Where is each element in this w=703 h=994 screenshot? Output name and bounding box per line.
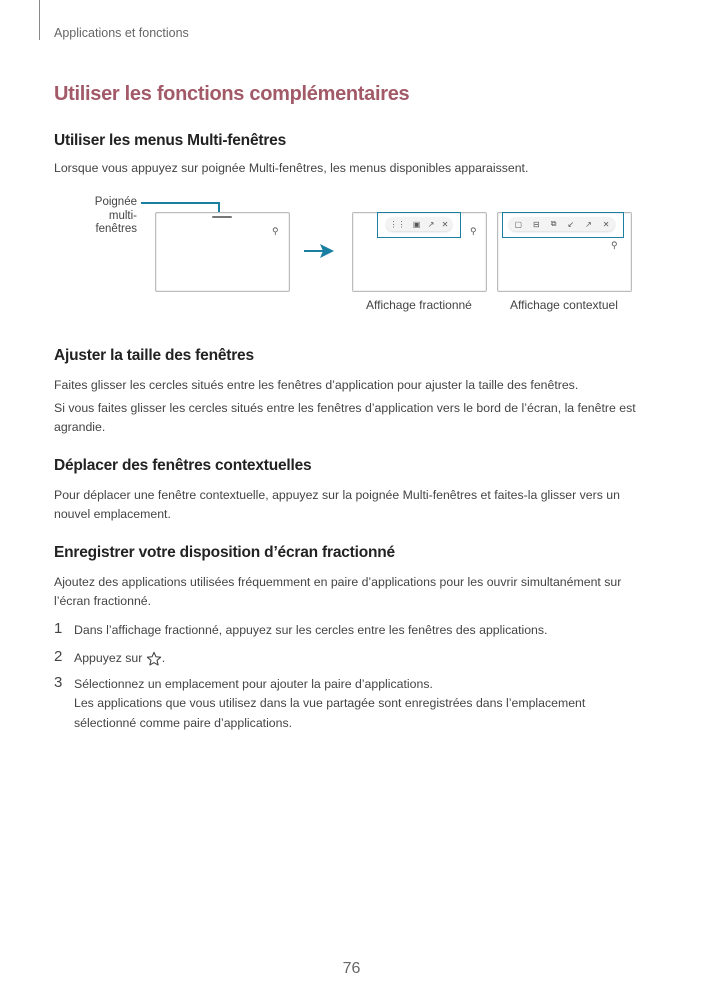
expand-icon[interactable]: ↗	[585, 219, 592, 229]
step-text-before: Appuyez sur	[74, 651, 143, 665]
close-icon[interactable]: ✕	[441, 219, 449, 229]
split-view-toolbar	[386, 217, 452, 231]
section-heading-resize-windows: Ajuster la taille des fenêtres	[54, 347, 254, 364]
search-icon: ⚲	[272, 226, 279, 236]
close-icon[interactable]: ✕	[602, 219, 610, 229]
chapter-title: Utiliser les fonctions complémentaires	[54, 83, 410, 105]
step-text: Dans l’affichage fractionné, appuyez sur les cercles entre les fenêtres des applications.	[74, 623, 548, 637]
minimize-icon[interactable]: ↙	[567, 219, 575, 229]
star-icon	[146, 651, 162, 667]
section-paragraph: Lorsque vous appuyez sur poignée Multi-fenêtres, les menus disponibles apparaissent.	[54, 161, 529, 175]
search-icon: ⚲	[470, 226, 477, 236]
step-number: 2	[54, 648, 63, 665]
popup-view-toolbar	[509, 217, 615, 231]
section-heading-multiwindow-menus: Utiliser les menus Multi-fenêtres	[54, 132, 286, 149]
window-icon[interactable]: ▢	[514, 219, 523, 229]
grid-icon[interactable]: ⋮⋮	[389, 219, 406, 229]
step-subtext: Les applications que vous utilisez dans la vue partagée sont enregistrées dans l’emplacement sélectionné comme paire d’applications.	[74, 696, 586, 730]
section-heading-move-popup-windows: Déplacer des fenêtres contextuelles	[54, 457, 312, 474]
expand-icon[interactable]: ↗	[427, 219, 435, 229]
page-number: 76	[342, 960, 361, 977]
section-paragraph: Pour déplacer une fenêtre contextuelle, appuyez sur la poignée Multi-fenêtres et faites-la glisser vers un nouvel emplacement.	[54, 488, 620, 521]
caption-popup-view: Affichage contextuel	[510, 298, 618, 312]
phone-screen-default	[155, 212, 290, 292]
popup-icon[interactable]: ⧉	[550, 219, 557, 228]
section-heading-save-split-layout: Enregistrer votre disposition d’écran fractionné	[54, 544, 395, 561]
search-icon: ⚲	[611, 240, 618, 250]
step-text-after: .	[161, 651, 166, 665]
arrow-right-icon	[304, 243, 334, 259]
running-header: Applications et fonctions	[54, 26, 189, 40]
caption-split-view: Affichage fractionné	[366, 298, 472, 312]
split-horizontal-icon[interactable]: ⊟	[533, 219, 540, 229]
callout-line	[141, 202, 219, 204]
step-text	[74, 649, 654, 669]
header-rule	[39, 0, 40, 40]
split-icon[interactable]: ▣	[412, 219, 421, 229]
section-paragraph: Ajoutez des applications utilisées fréquemment en paire d’applications pour les ouvrir simultanément sur l’écran fractionné.	[54, 575, 622, 608]
step-text: Sélectionnez un emplacement pour ajouter la paire d’applications.	[74, 677, 433, 691]
section-paragraph: Faites glisser les cercles situés entre les fenêtres d’application pour ajuster la taille des fenêtres.	[54, 378, 579, 392]
section-paragraph: Si vous faites glisser les cercles situés entre les fenêtres d’application vers le bord de l’écran, la fenêtre est agrandie.	[54, 401, 636, 434]
step-number: 3	[54, 674, 63, 691]
step-number: 1	[54, 620, 63, 637]
multiwindow-handle	[212, 216, 232, 218]
callout-label: Poignée multi-fenêtres	[94, 196, 137, 235]
